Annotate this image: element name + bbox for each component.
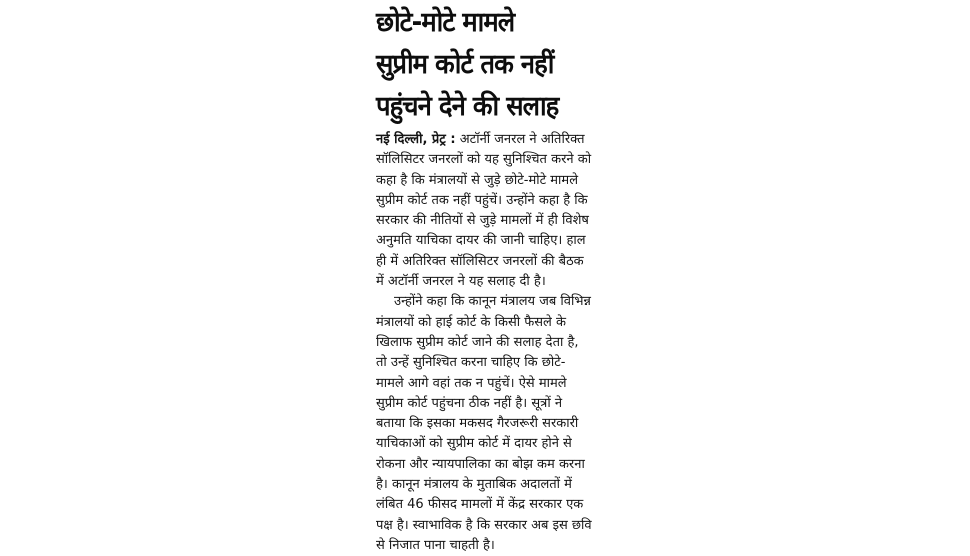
dateline: नई दिल्ली, प्रेट्र : [376,132,456,147]
body-line: कहा है कि मंत्रालयों से जुड़े छोटे-मोटे मामले [376,172,579,188]
body-line: सुप्रीम कोर्ट तक नहीं पहुंचें। उन्होंने कहा है कि [376,192,588,208]
body-line: पक्ष है। स्वाभाविक है कि सरकार अब इस छवि [376,517,592,533]
headline-line: छोटे-मोटे मामले [376,7,515,38]
body-line: बताया कि इसका मकसद गैरजरूरी सरकारी [376,416,579,432]
news-article [376,0,600,553]
headline [376,0,600,128]
article-body [376,130,600,556]
body-line: तो उन्हें सुनिश्चित करना चाहिए कि छोटे- [376,355,566,371]
body-line: में अटॉर्नी जनरल ने यह सलाह दी है। [376,274,546,290]
body-line: याचिकाओं को सुप्रीम कोर्ट में दायर होने से [376,436,572,452]
body-line: अनुमति याचिका दायर की जानी चाहिए। हाल [376,233,586,249]
body-line: मंत्रालयों को हाई कोर्ट के किसी फैसले के [376,314,566,330]
body-line: सॉलिसिटर जनरलों को यह सुनिश्चित करने को [376,152,592,168]
body-line: ही में अतिरिक्त सॉलिसिटर जनरलों की बैठक [376,253,584,269]
headline-line: सुप्रीम कोर्ट तक नहीं [376,49,554,80]
body-line: सुप्रीम कोर्ट पहुंचना ठीक नहीं है। सूत्रों ने [376,395,563,411]
headline-line: पहुंचने देने की सलाह [376,91,559,122]
body-line: उन्होंने कहा कि कानून मंत्रालय जब विभिन्न [394,294,591,310]
body-line: से निजात पाना चाहती है। [376,537,495,553]
body-line: है। कानून मंत्रालय के मुताबिक अदालतों में [376,477,572,493]
body-text-span: अटॉर्नी जनरल ने अतिरिक्त [459,132,585,147]
body-line: खिलाफ सुप्रीम कोर्ट जाने की सलाह देता है, [376,334,579,350]
body-line: लंबित 46 फीसद मामलों में केंद्र सरकार एक [376,497,584,513]
body-line: मामले आगे वहां तक न पहुंचें। ऐसे मामले [376,375,567,391]
body-line [376,130,600,150]
body-line: रोकना और न्यायपालिका का बोझ कम करना [376,456,585,472]
body-line: सरकार की नीतियों से जुड़े मामलों में ही विशेष [376,213,589,229]
